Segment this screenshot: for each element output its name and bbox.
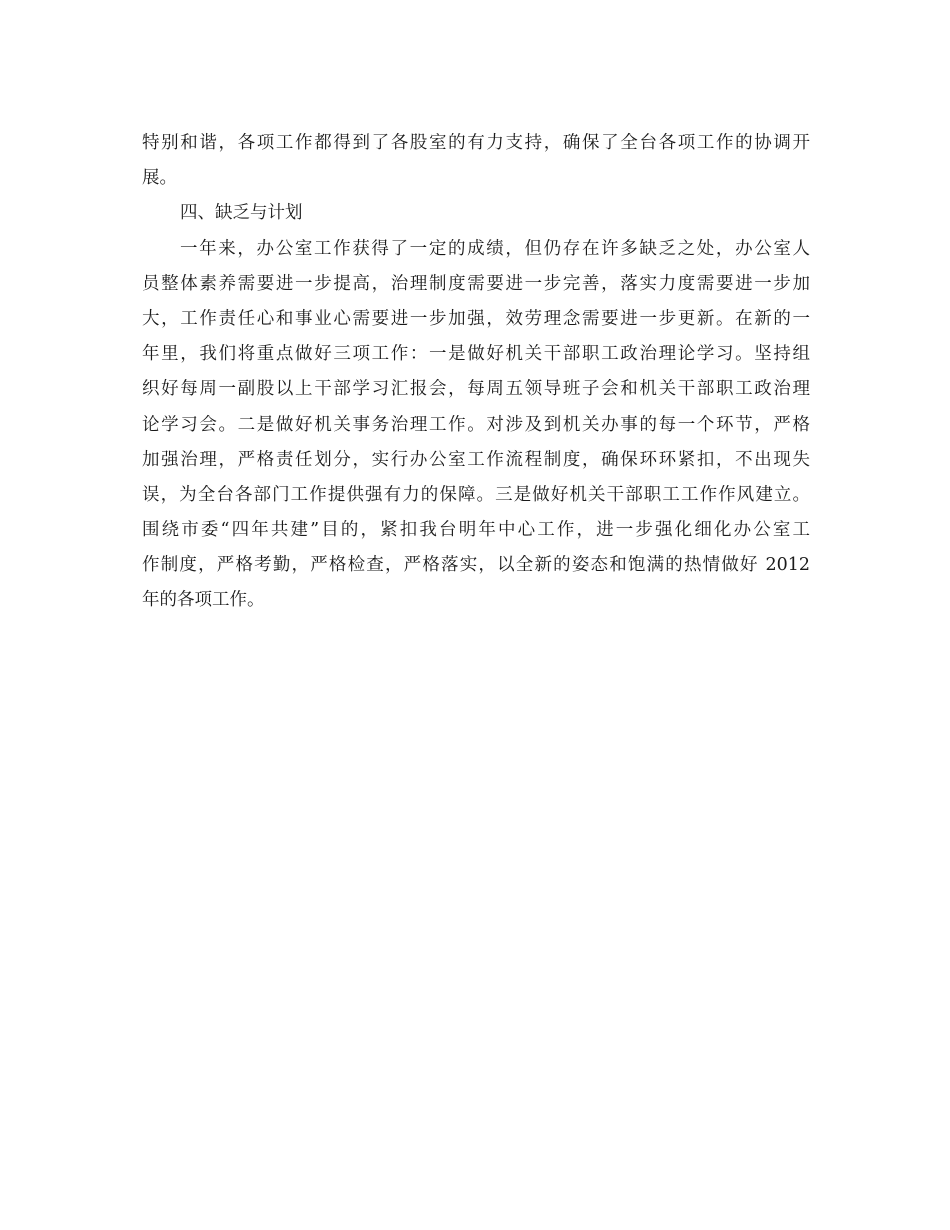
paragraph-line: 作制度，严格考勤，严格检查，严格落实，以全新的姿态和饱满的热情做好 2012 <box>142 555 810 576</box>
paragraph-line: 织好每周一副股以上干部学习汇报会，每周五领导班子会和机关干部职工政治理 <box>142 379 810 400</box>
paragraph-line: 员整体素养需要进一步提高，治理制度需要进一步完善，落实力度需要进一步加 <box>142 273 810 294</box>
paragraph-line: 论学习会。二是做好机关事务治理工作。对涉及到机关办事的每一个环节，严格 <box>142 414 810 435</box>
paragraph-line: 误，为全台各部门工作提供强有力的保障。三是做好机关干部职工工作作风建立。 <box>142 484 810 505</box>
paragraph-line: 年里，我们将重点做好三项工作：一是做好机关干部职工政治理论学习。坚持组 <box>142 344 810 365</box>
paragraph-line: 展。 <box>142 168 177 189</box>
section-heading: 四、缺乏与计划 <box>180 203 303 224</box>
paragraph-line: 年的各项工作。 <box>142 590 265 611</box>
paragraph-line: 大，工作责任心和事业心需要进一步加强，效劳理念需要进一步更新。在新的一 <box>142 308 810 329</box>
paragraph-line: 一年来，办公室工作获得了一定的成绩，但仍存在许多缺乏之处，办公室人 <box>180 238 810 259</box>
paragraph-line: 加强治理，严格责任划分，实行办公室工作流程制度，确保环环紧扣，不出现失 <box>142 449 810 470</box>
paragraph-line: 围绕市委“四年共建”目的，紧扣我台明年中心工作，进一步强化细化办公室工 <box>142 520 810 541</box>
document-body <box>142 126 810 619</box>
paragraph-line: 特别和谐，各项工作都得到了各股室的有力支持，确保了全台各项工作的协调开 <box>142 133 810 153</box>
